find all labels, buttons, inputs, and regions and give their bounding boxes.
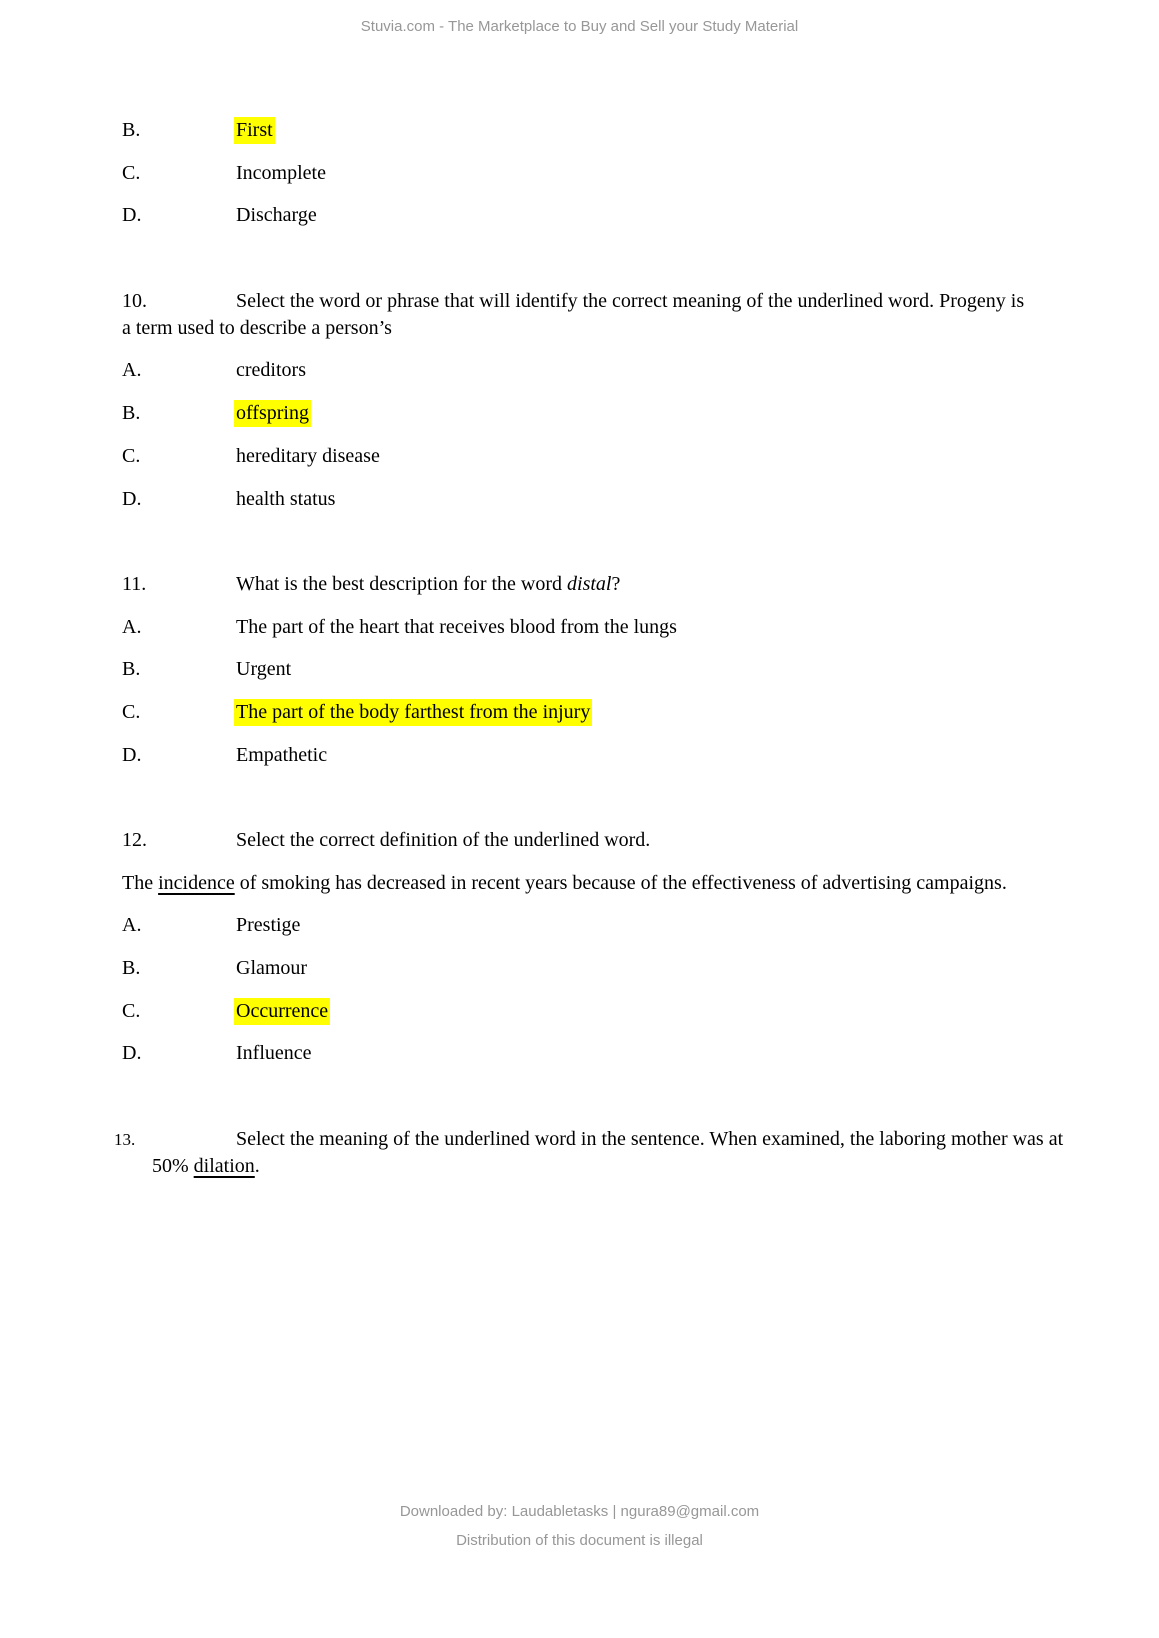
question-text-content: Select the correct definition of the underlined word. (236, 829, 651, 851)
option-row (122, 443, 1037, 470)
page-header (0, 17, 1159, 37)
option-row (122, 1040, 1037, 1067)
option-row (122, 400, 1037, 427)
option-letter: C. (122, 161, 141, 184)
page-footer (0, 1497, 1159, 1555)
option-row (122, 117, 1037, 144)
question-text-content: . (254, 1154, 260, 1177)
option-row (122, 486, 1037, 513)
option-letter: D. (122, 1042, 142, 1065)
option-row (122, 656, 1037, 683)
question-text-content: Select the word or phrase that will identify the correct meaning of the underlined word. Progeny is a term used to describe a person’s (122, 289, 1025, 339)
question-text (122, 288, 1037, 342)
option-text: The part of the heart that receives blood from the lungs (236, 615, 677, 638)
question-text-content: Select the meaning of the underlined word in the sentence. When examined, the laboring mother was at 50% (152, 1127, 1064, 1177)
option-letter: B. (122, 119, 141, 141)
option-letter: A. (122, 615, 142, 638)
question-text-content: What is the best description for the word (236, 572, 568, 595)
question-13 (114, 1126, 1064, 1196)
option-text: Influence (236, 1042, 312, 1065)
question-10 (122, 288, 1037, 528)
question-12 (122, 827, 1037, 1083)
option-letter: B. (122, 658, 141, 681)
question-text-content: ? (611, 572, 621, 595)
sentence-text: The (122, 871, 159, 894)
option-letter: C. (122, 444, 141, 467)
option-row (122, 614, 1037, 641)
question-number: 10. (122, 289, 147, 312)
option-text: Prestige (236, 914, 301, 937)
option-letter: D. (122, 487, 142, 510)
option-row (122, 160, 1037, 187)
option-text: Empathetic (236, 743, 328, 766)
option-row (122, 912, 1037, 939)
option-letter: C. (122, 999, 141, 1022)
option-text-highlighted: First (234, 117, 275, 144)
option-letter: D. (122, 204, 142, 227)
document-content (114, 117, 1064, 1196)
header-title: Stuvia.com - The Marketplace to Buy and Sell your Study Material (360, 18, 799, 35)
option-row (122, 742, 1037, 769)
option-row (122, 955, 1037, 982)
option-letter: B. (122, 957, 141, 980)
footer-downloaded-by: Downloaded by: Laudabletasks | ngura89@gmail.com (399, 1503, 760, 1520)
option-text: Glamour (236, 957, 308, 980)
question-italic-word: distal (567, 572, 612, 595)
question-text (122, 827, 1037, 854)
question-text (122, 571, 1037, 598)
question-number: 11. (122, 572, 147, 595)
option-row (122, 202, 1037, 229)
option-text-highlighted: The part of the body farthest from the injury (234, 699, 592, 726)
footer-distribution-notice: Distribution of this document is illegal (456, 1532, 703, 1549)
option-text: Urgent (236, 658, 292, 681)
option-text-highlighted: offspring (234, 400, 311, 427)
question-text (114, 1126, 1077, 1180)
option-letter: A. (122, 914, 142, 937)
question-sentence (122, 870, 1037, 897)
option-text: hereditary disease (236, 444, 380, 467)
sentence-underlined-word: incidence (158, 871, 235, 894)
question-number: 12. (122, 829, 147, 851)
sentence-text: of smoking has decreased in recent years because of the effectiveness of advertising campaigns. (234, 871, 1007, 894)
option-letter: A. (122, 359, 142, 382)
option-text: Incomplete (236, 161, 326, 184)
option-letter: B. (122, 402, 141, 425)
question-number: 13. (114, 1129, 136, 1149)
option-letter: C. (122, 700, 141, 723)
question-underlined-word: dilation (193, 1154, 255, 1177)
option-text: Discharge (236, 204, 317, 227)
question-11 (122, 571, 1037, 784)
option-text-highlighted: Occurrence (234, 998, 330, 1025)
option-text: health status (236, 487, 336, 510)
option-row (122, 998, 1037, 1025)
option-row (122, 699, 1037, 726)
option-text: creditors (236, 359, 306, 382)
option-row (122, 357, 1037, 384)
option-letter: D. (122, 743, 142, 766)
